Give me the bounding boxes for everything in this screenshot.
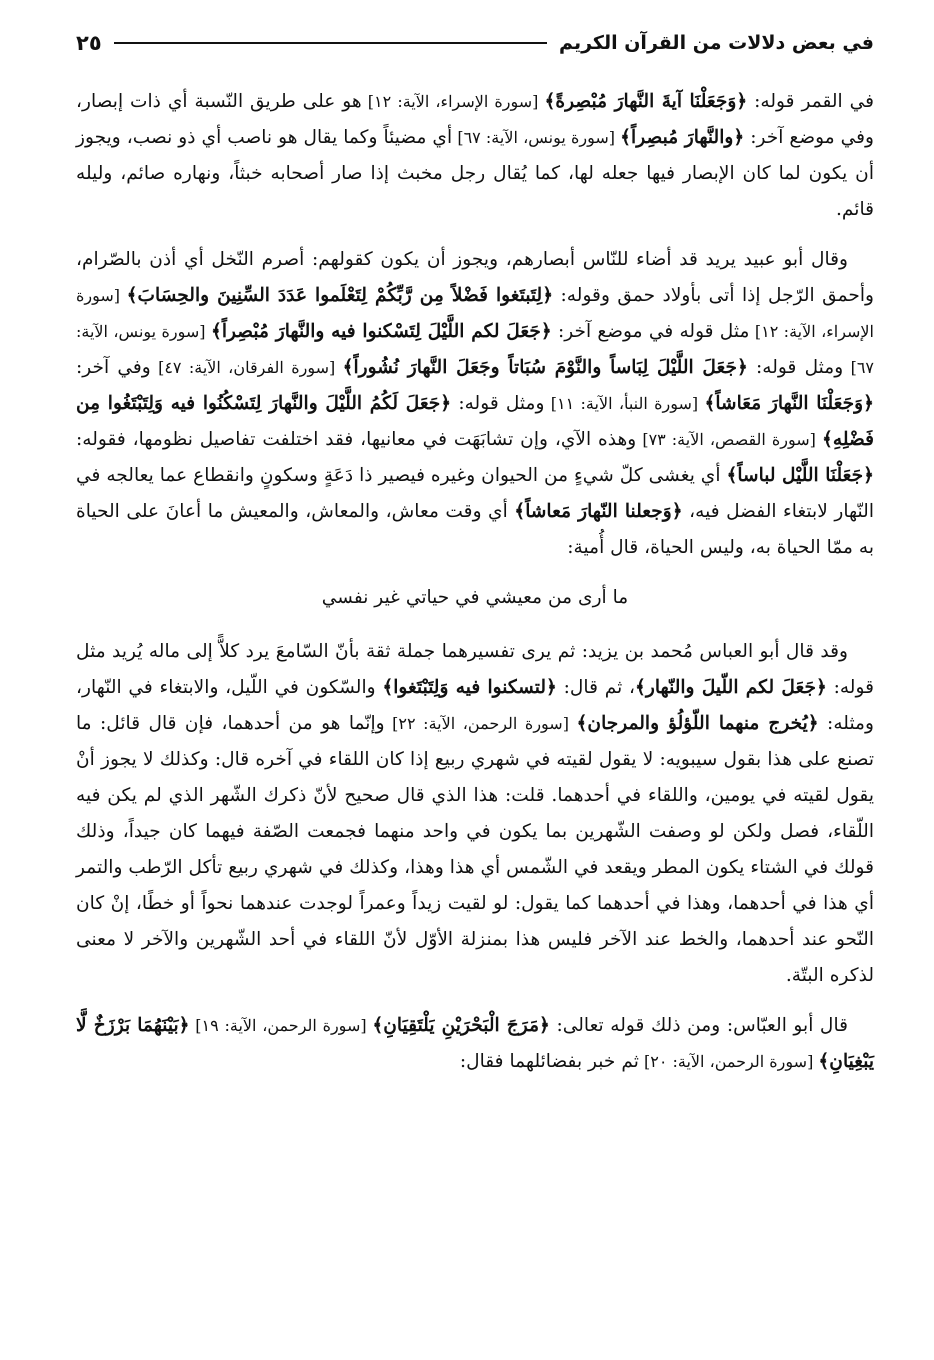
citation: [سورة الإسراء، الآية: ١٢] <box>76 286 875 341</box>
text: وقد قال أبو العباس مُحمد بن يزيد: ثم يرى تفسيرهما جملة ثقة بأنّ السّامعَ يرد كلاًّ إلى ماله يُريد مثل قوله: <box>76 641 874 698</box>
text: أي مضيئاً وكما يقال هو ناصب أي ذو نصب، ويجوز أن يكون لما كان الإبصار فيها جعله لها، كما يُقال رجل مخبث إذا صار أصحابه خبثاً، ونهاره صائم، وليله قائم. <box>76 127 874 220</box>
text: ، ثم قال: <box>556 677 635 698</box>
citation: [سورة الرحمن، الآية: ٢٢] <box>384 714 577 733</box>
page-header <box>76 26 874 60</box>
paragraph-4 <box>76 1008 874 1080</box>
quran-quote: ﴿جَعَلَ اللَّيْلَ لِبَاساً والنَّوْمَ سُبَاتاً وجَعَلَ النَّهارَ نُشُوراً﴾ <box>342 357 748 378</box>
text: قال أبو العبّاس: ومن ذلك قوله تعالى: <box>549 1015 848 1036</box>
text: وإنّما هو من أحدهما، فإن قال قائل: ما تصنع على هذا بقول سيبويه: لا يقول لقيته في شهري ربيع إذا كان اللقاء في آخره قال: وكذلك لا يجوز أنْ يقول لقيته في يومين، واللقاء في أحدهما. قلت: هذا الذي قال صحيح لأنّ ذكرك الشّهر الذي لم يكن فيه اللّقاء، فصل ولكن لو وصفت الشّهرين بما يكون في واحد منهما فجمعت الصّفة فيهما كان جيداً، وذلك قولك في الشتاء يكون المطر ويقعد في الشّمس أي هذا وهذا، وكذلك في شهري ربيع تأكل الرّطب والتمر أي هذا في أحدهما، وهذا في أحدهما كما يقول: لو لقيت زيداً وعمراً لوجدت عندهما نحواً أو خطًا، إنْ كان النّحو عند أحدهما، والخط عند الآخر فليس هذا بمنزلة الأوّل لأنّ اللقاء في أحد الشّهرين والآخر لا معنى لذكره البتّة. <box>76 713 874 986</box>
text: ومثل قوله: <box>451 393 545 414</box>
page-body <box>76 84 874 1080</box>
quran-quote: ﴿جَعَلْنَا اللَّيْل لباساً﴾ <box>726 465 875 486</box>
text: في القمر قوله: <box>747 91 874 112</box>
paragraph-2 <box>76 242 874 566</box>
text: مثل قوله في موضع آخر: <box>551 321 750 342</box>
quran-quote: ﴿جَعَلَ لَكُمُ اللَّيْلَ والنَّهارَ لِتَسْكُنُوا فيه وَلِتَبْتَغُوا مِن فَضْلِهِ﴾ <box>76 393 875 450</box>
quran-quote: ﴿جَعَلَ لكم اللّيلَ والنّهار﴾ <box>635 677 827 698</box>
header-rule <box>114 42 547 44</box>
quran-quote: ﴿بَيْنَهُمَا بَرْزَخٌ لَّا يَبْغِيَانِ﴾ <box>76 1015 874 1072</box>
text: ومثل قوله: <box>747 357 844 378</box>
citation: [سورة يونس، الآية: ٦٧] <box>76 322 874 377</box>
citation: [سورة الفرقان، الآية: ٤٧] <box>150 358 343 377</box>
quran-quote: ﴿جَعَلَ لكم اللَّيْلَ لِتَسْكنوا فيه والنَّهارَ مُبْصِراً﴾ <box>210 321 552 342</box>
citation: [سورة الرحمن، الآية: ١٩] <box>189 1016 373 1035</box>
paragraph-1 <box>76 84 874 228</box>
text: أي وقت معاش، والمعاش، والمعيش ما أعانَ على الحياة به ممّا الحياة به، وليس الحياة، قال أُمية: <box>76 501 874 558</box>
citation: [سورة يونس، الآية: ٦٧] <box>452 128 621 147</box>
quran-quote: ﴿وَجَعَلْنَا النَّهارَ مَعَاشاً﴾ <box>704 393 874 414</box>
quran-quote: ﴿مَرَجَ الْبَحْرَيْنِ يَلْتَقِيَانِ﴾ <box>372 1015 550 1036</box>
running-title: في بعض دلالات من القرآن الكريم <box>559 32 874 54</box>
text: وفي آخر: <box>76 357 151 378</box>
citation: [سورة الرحمن، الآية: ٢٠] <box>638 1052 819 1071</box>
quran-quote: ﴿وَجعلنا النّهارَ مَعاشاً﴾ <box>514 501 683 522</box>
page-number: ٢٥ <box>76 31 102 55</box>
text: وهذه الآي، وإن تشابَهَت في معانيها، فقد اختلفت تفاصيل نظومها، فقوله: <box>76 429 637 450</box>
text: أي يغشى كلّ شيءٍ من الحيوان وغيره فيصير ذا دَعَةٍ وسكونٍ وانقطاع عما يعالجه في النّهار لابتغاء الفضل فيه، <box>76 465 874 522</box>
quran-quote: ﴿وَجَعَلْنَا آيةَ النَّهارَ مُبْصِرةً﴾ <box>544 91 748 112</box>
paragraph-3 <box>76 634 874 994</box>
text: هو على طريق النّسبة أي ذات إبصار، وفي موضع آخر: <box>76 91 875 148</box>
text: والسّكون في اللّيل، والابتغاء في النّهار، ومثله: <box>76 677 875 734</box>
quran-quote: ﴿يُخرج منهما اللّؤلُؤ والمرجان﴾ <box>576 713 819 734</box>
text: ثم خبر بفضائلهما فقال: <box>459 1051 639 1072</box>
citation: [سورة الإسراء، الآية: ١٢] <box>361 92 545 111</box>
text: وقال أبو عبيد يريد قد أضاء للنّاس أبصارهم، ويجوز أن يكون كقولهم: أصرم النّخل أي أذن بالصّرام، وأحمق الرّجل إذا أتى بأولاد حمق وقوله: <box>76 249 875 306</box>
citation: [سورة القصص، الآية: ٧٣] <box>636 430 822 449</box>
quran-quote: ﴿لِتَبتَغوا فَضْلاً مِن رَّبِّكُمْ لِتَعْلَموا عَدَدَ السِّنِينَ والحِسَابَ﴾ <box>126 285 554 306</box>
poetry-verse: ما أرى من معيشي في حياتي غير نفسي <box>321 587 629 608</box>
citation: [سورة النبأ، الآية: ١١] <box>544 394 705 413</box>
quran-quote: ﴿لتسكنوا فيه وَلِتَبْتَغوا﴾ <box>382 677 557 698</box>
quran-quote: ﴿والنَّهارَ مُبصِراً﴾ <box>620 127 745 148</box>
